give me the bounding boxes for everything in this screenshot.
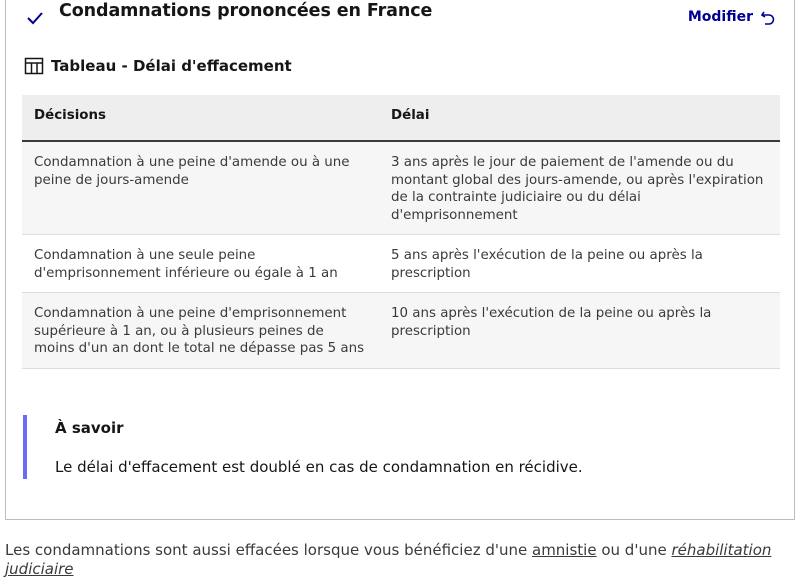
rehabilitation-link[interactable]: réhabilitation: [671, 541, 772, 559]
cell-delai: 3 ans après le jour de paiement de l'amende ou du montant global des jours-amende, ou après l'expiration de la contrainte judiciaire ou du délai d'emprisonnement: [379, 141, 780, 235]
table-row: [22, 141, 780, 235]
header-delai: Délai: [379, 95, 780, 141]
table-header-row: [22, 95, 780, 141]
cell-decision: Condamnation à une seule peine d'emprisonnement inférieure ou égale à 1 an: [22, 235, 379, 293]
cell-delai: 5 ans après l'exécution de la peine ou après la prescription: [379, 235, 780, 293]
card-title: Condamnations prononcées en France: [59, 1, 433, 21]
judiciaire-link[interactable]: judiciaire: [5, 560, 74, 578]
cell-decision: Condamnation à une peine d'emprisonnement supérieure à 1 an, ou à plusieurs peines de moins d'un an dont le total ne dépasse pas 5 ans: [22, 293, 379, 369]
table-row: [22, 293, 780, 369]
callout-title: À savoir: [55, 419, 124, 437]
cell-decision: Condamnation à une peine d'amende ou à une peine de jours-amende: [22, 141, 379, 235]
cell-delai: 10 ans après l'exécution de la peine ou après la prescription: [379, 293, 780, 369]
card-header: [6, 0, 794, 38]
bottom-paragraph: [5, 540, 803, 560]
result-card: [5, 0, 795, 520]
info-callout: [23, 415, 767, 479]
bottom-middle: ou d'une: [596, 541, 672, 559]
table-caption-text: Tableau - Délai d'effacement: [51, 57, 292, 75]
amnistie-link[interactable]: amnistie: [532, 541, 597, 559]
table-row: [22, 235, 780, 293]
delay-table: [22, 95, 780, 369]
table-caption: [24, 56, 292, 76]
modify-button[interactable]: [688, 5, 776, 29]
check-icon: [25, 8, 45, 28]
callout-text: Le délai d'effacement est doublé en cas de condamnation en récidive.: [55, 458, 583, 476]
table-icon: [24, 56, 44, 76]
bottom-prefix: Les condamnations sont aussi effacées lorsque vous bénéficiez d'une: [5, 541, 532, 559]
header-decisions: Décisions: [22, 95, 379, 141]
undo-icon: [760, 9, 776, 25]
modify-button-label: Modifier: [687, 9, 753, 25]
